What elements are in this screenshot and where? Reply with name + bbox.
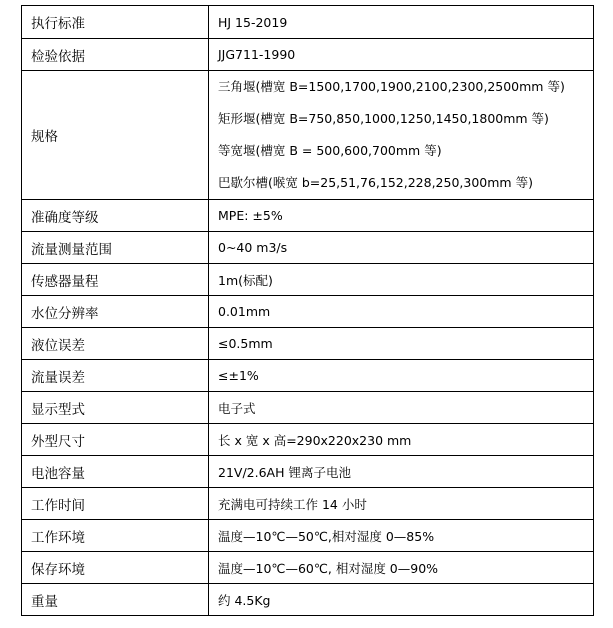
row-value: JJG711-1990	[209, 39, 594, 71]
row-label: 外型尺寸	[22, 424, 209, 456]
row-value: 电子式	[209, 392, 594, 424]
table-row	[22, 552, 594, 584]
table-row	[22, 264, 594, 296]
row-value: 0.01mm	[209, 296, 594, 328]
table-row	[22, 232, 594, 264]
row-label: 流量误差	[22, 360, 209, 392]
row-label: 工作时间	[22, 488, 209, 520]
row-label: 液位误差	[22, 328, 209, 360]
row-label: 显示型式	[22, 392, 209, 424]
row-value: 温度—10℃—60℃, 相对湿度 0—90%	[209, 552, 594, 584]
table-row	[22, 360, 594, 392]
row-value: 1m(标配)	[209, 264, 594, 296]
row-label: 流量测量范围	[22, 232, 209, 264]
row-label: 重量	[22, 584, 209, 616]
spec-line: 等宽堰(槽宽 B = 500,600,700mm 等)	[218, 143, 442, 158]
row-label: 准确度等级	[22, 200, 209, 232]
table-row	[22, 71, 594, 200]
row-value-multiline	[209, 71, 594, 200]
table-row	[22, 392, 594, 424]
table-row	[22, 328, 594, 360]
row-value: 21V/2.6AH 锂离子电池	[209, 456, 594, 488]
row-value: ≤0.5mm	[209, 328, 594, 360]
table-row	[22, 584, 594, 616]
spec-line: 巴歇尔槽(喉宽 b=25,51,76,152,228,250,300mm 等)	[218, 175, 533, 190]
table-row	[22, 39, 594, 71]
row-value: HJ 15-2019	[209, 6, 594, 39]
table-row	[22, 488, 594, 520]
spec-line: 矩形堰(槽宽 B=750,850,1000,1250,1450,1800mm 等)	[218, 111, 549, 126]
table-row	[22, 424, 594, 456]
row-value: MPE: ±5%	[209, 200, 594, 232]
row-label: 检验依据	[22, 39, 209, 71]
row-label: 水位分辨率	[22, 296, 209, 328]
row-label: 传感器量程	[22, 264, 209, 296]
row-value: ≤±1%	[209, 360, 594, 392]
row-label: 执行标准	[22, 6, 209, 39]
row-value: 温度—10℃—50℃,相对湿度 0—85%	[209, 520, 594, 552]
row-label: 规格	[22, 71, 209, 200]
table-row	[22, 200, 594, 232]
table-row	[22, 6, 594, 39]
row-value: 约 4.5Kg	[209, 584, 594, 616]
row-value: 长 x 宽 x 高=290x220x230 mm	[209, 424, 594, 456]
table-row	[22, 296, 594, 328]
row-label: 电池容量	[22, 456, 209, 488]
spec-line: 三角堰(槽宽 B=1500,1700,1900,2100,2300,2500mm 等)	[218, 79, 565, 94]
row-value: 0~40 m3/s	[209, 232, 594, 264]
row-label: 保存环境	[22, 552, 209, 584]
table-row	[22, 520, 594, 552]
table-row	[22, 456, 594, 488]
spec-table	[21, 5, 594, 616]
row-value: 充满电可持续工作 14 小时	[209, 488, 594, 520]
row-label: 工作环境	[22, 520, 209, 552]
